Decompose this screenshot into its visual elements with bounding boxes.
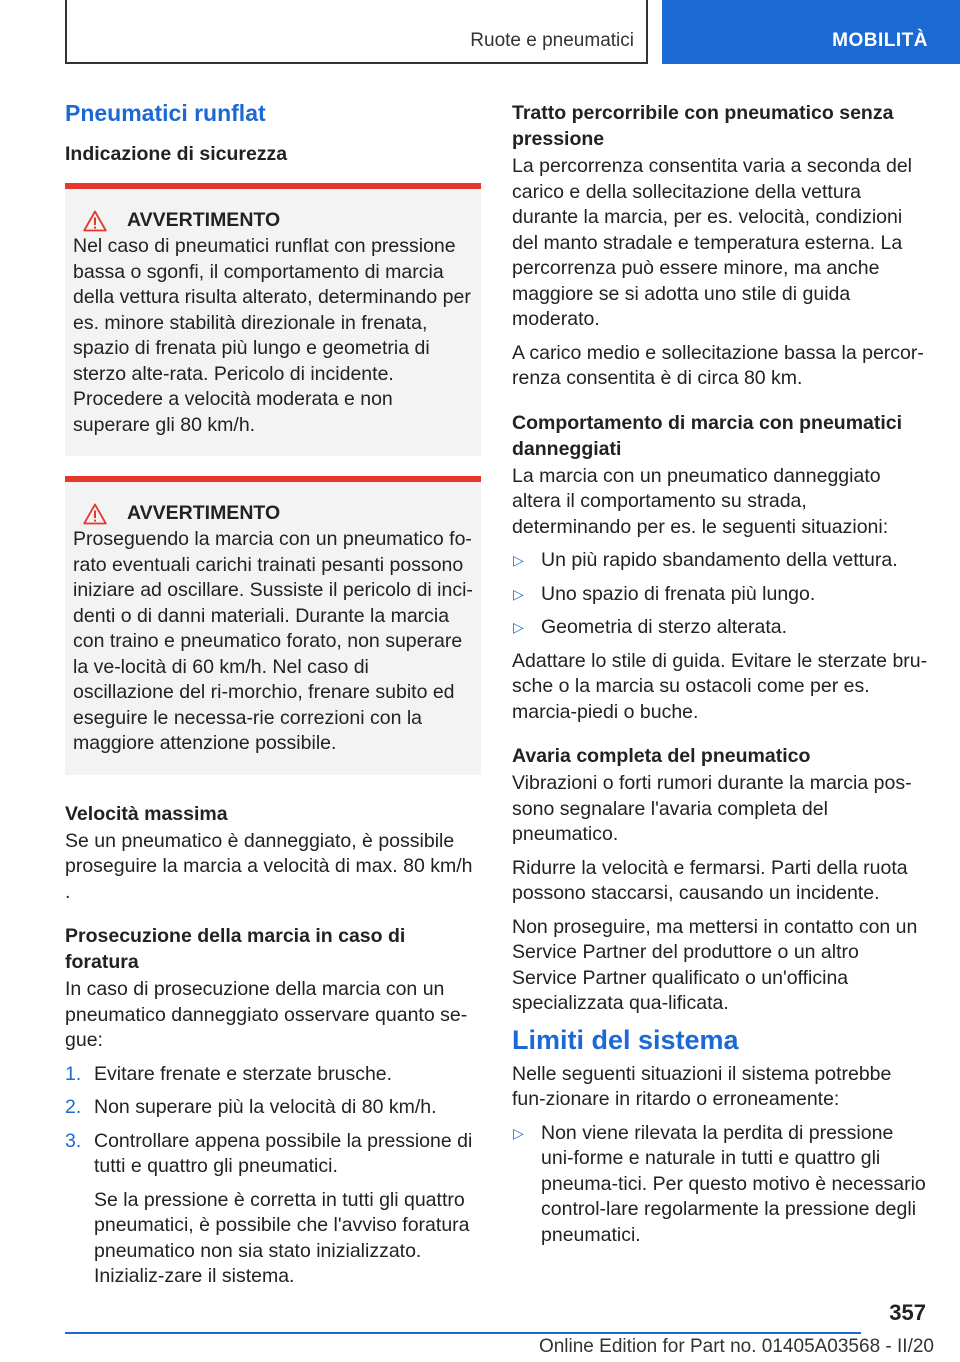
list-item (65, 1095, 481, 1121)
warning-box-1 (65, 183, 481, 456)
step-number: 3. (65, 1129, 82, 1152)
damaged-heading: Comportamento di marcia con pneumatici danneggiati (512, 411, 903, 460)
max-speed-text: Se un pneumatico è danneggiato, è possibile proseguire la marcia a velocità di max. 80 km/h . (65, 829, 473, 903)
left-column (65, 100, 481, 1298)
range-text-1: La percorrenza consentita varia a seconda del carico e della sollecitazione della vettura durante la marcia, per es. velocità, condizioni del manto stradale e temperatura esterna. La percorrenza può essere minore, ma anche maggiore se si adotta uno stile di guida moderato. (512, 155, 912, 330)
list-item-text: Non viene rilevata la perdita di pressione uni-forme e naturale in tutti e quattro gli pneuma-tici. Per questo motivo è necessario control-lare regolarmente la pressione degli pneumatici. (541, 1121, 926, 1246)
range-text-2: A carico medio e sollecitazione bassa la percor-renza consentita è di circa 80 km. (512, 341, 924, 389)
range-heading: Tratto percorribile con pneumatico senza pressione (512, 102, 894, 150)
puncture-heading: Prosecuzione della marcia in caso di foratura (65, 925, 406, 973)
triangle-bullet-icon: ▷ (513, 619, 524, 635)
list-item-text: Geometria di sterzo alterata. (541, 616, 788, 638)
right-column (512, 100, 928, 1256)
warning-box-2 (65, 476, 481, 775)
list-item (512, 582, 928, 608)
failure-text-3: Non proseguire, ma mettersi in contatto con un Service Partner del produttore o un altro Service Partner qualificato o un'officina specializzata qua-lificata. (512, 915, 918, 1014)
page-footer (0, 1290, 960, 1362)
header-section-title: Ruote e pneumatici (470, 30, 634, 51)
footer-divider (65, 1332, 861, 1334)
warning-text-1: Nel caso di pneumatici runflat con pressione bassa o sgonfi, il comportamento di marcia della vettura risulta alterato, determinando per es. minore stabilità direzionale in frenata, spazio di frenata più lungo e geometria di sterzo alte-rata. Pericolo di incidente. Procedere a velocità moderata e non superare gli 80 km/h. (73, 235, 471, 436)
list-item-text: Un più rapido sbandamento della vettura. (541, 549, 898, 571)
list-item (65, 1129, 481, 1290)
max-speed-heading: Velocità massima (65, 802, 228, 825)
puncture-steps-list (65, 1062, 481, 1290)
step-number: 2. (65, 1096, 82, 1118)
section-title-runflat: Pneumatici runflat (65, 100, 266, 126)
list-item (512, 615, 928, 641)
header-chapter-title: MOBILITÀ (832, 30, 928, 51)
header-section-box (65, 0, 648, 64)
warning-text-2: Proseguendo la marcia con un pneumatico fo-rato eventuali carichi trainati pesanti possono iniziare ad oscillare. Sussiste il pericolo di inci-denti o di danni materiali. Durante la marcia con traino e pneumatico forato, non superare la ve-locità di 60 km/h. Nel caso di oscillazione del ri-morchio, frenare subito ed eseguire le necessa-rie correzioni con la maggiore attenzione possibile. (73, 528, 473, 754)
page-header (0, 0, 960, 66)
list-item (512, 1121, 928, 1249)
limits-intro: Nelle seguenti situazioni il sistema potrebbe fun-zionare in ritardo o erroneamente: (512, 1062, 892, 1110)
list-item (512, 548, 928, 574)
triangle-bullet-icon: ▷ (513, 1124, 524, 1141)
header-chapter-tab[interactable] (662, 0, 960, 64)
failure-heading: Avaria completa del pneumatico (512, 745, 811, 767)
failure-text-2: Ridurre la velocità e fermarsi. Parti della ruota possono staccarsi, causando un incidente. (512, 856, 908, 904)
warning-title-1: AVVERTIMENTO (127, 209, 281, 231)
list-item (65, 1062, 481, 1088)
edition-text: Online Edition for Part no. 01405A03568 - II/20 (538, 1336, 934, 1357)
section-title-limits: Limiti del sistema (512, 1024, 739, 1055)
step-note: Se la pressione è corretta in tutti gli quattro pneumatici, è possibile che l'avviso foratura pneumatico non sia stato inizializzato. Inizializ-zare il sistema. (94, 1188, 470, 1287)
step-text: Controllare appena possibile la pressione di tutti e quattro gli pneumatici. (94, 1129, 473, 1177)
page-number: 357 (889, 1300, 926, 1325)
warning-triangle-icon (83, 210, 107, 232)
step-text: Non superare più la velocità di 80 km/h. (94, 1096, 437, 1118)
list-item-text: Uno spazio di frenata più lungo. (541, 582, 816, 605)
step-text: Evitare frenate e sterzate brusche. (94, 1062, 393, 1085)
safety-heading: Indicazione di sicurezza (65, 143, 288, 165)
warning-title-2: AVVERTIMENTO (127, 502, 281, 524)
damaged-list (512, 548, 928, 641)
triangle-bullet-icon: ▷ (513, 552, 524, 568)
limits-list (512, 1121, 928, 1249)
triangle-bullet-icon: ▷ (513, 585, 524, 602)
step-number: 1. (65, 1062, 82, 1085)
damaged-outro: Adattare lo stile di guida. Evitare le sterzate bru-sche o la marcia su ostacoli come per es. marcia-piedi o buche. (512, 649, 928, 723)
warning-triangle-icon (83, 503, 107, 525)
puncture-intro: In caso di prosecuzione della marcia con un pneumatico danneggiato osservare quanto se-gue: (65, 978, 468, 1051)
damaged-intro: La marcia con un pneumatico danneggiato altera il comportamento su strada, determinando per es. le seguenti situazioni: (512, 464, 889, 538)
failure-text-1: Vibrazioni o forti rumori durante la marcia pos-sono segnalare l'avaria completa del pneumatico. (512, 772, 912, 845)
